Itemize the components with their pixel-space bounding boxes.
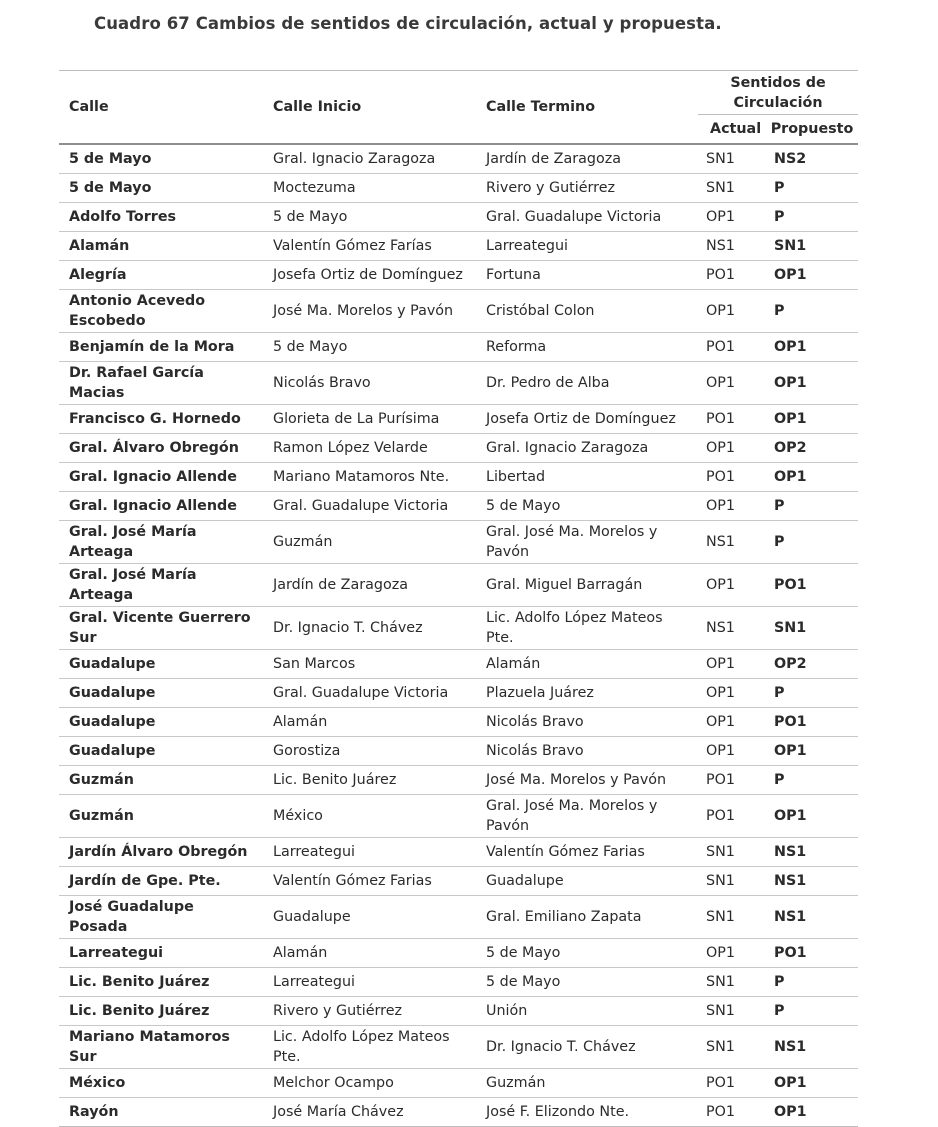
table-body — [59, 144, 858, 1127]
cell-propuesto: OP1 — [766, 405, 858, 434]
cell-propuesto: P — [766, 521, 858, 564]
header-calle-inicio: Calle Inicio — [263, 71, 476, 145]
cell-calle-termino: Gral. Ignacio Zaragoza — [476, 434, 698, 463]
cell-propuesto: NS1 — [766, 838, 858, 867]
cell-actual: OP1 — [698, 564, 766, 607]
cell-calle-inicio: Dr. Ignacio T. Chávez — [263, 607, 476, 650]
cell-propuesto: NS1 — [766, 896, 858, 939]
cell-calle-termino: 5 de Mayo — [476, 968, 698, 997]
cell-calle: Guadalupe — [59, 679, 263, 708]
cell-actual: OP1 — [698, 737, 766, 766]
cell-calle-inicio: Josefa Ortiz de Domínguez — [263, 261, 476, 290]
cell-propuesto: OP1 — [766, 362, 858, 405]
cell-calle-inicio: San Marcos — [263, 650, 476, 679]
cell-calle: Larreategui — [59, 939, 263, 968]
cell-calle-inicio: Guzmán — [263, 521, 476, 564]
cell-actual: OP1 — [698, 708, 766, 737]
cell-propuesto: OP1 — [766, 463, 858, 492]
cell-calle-inicio: Larreategui — [263, 968, 476, 997]
cell-calle: Guzmán — [59, 766, 263, 795]
header-propuesto: Propuesto — [766, 115, 858, 145]
table-row — [59, 174, 858, 203]
table-row — [59, 144, 858, 174]
cell-actual: NS1 — [698, 232, 766, 261]
table-row — [59, 564, 858, 607]
cell-calle: Mariano Matamoros Sur — [59, 1026, 263, 1069]
cell-calle: Lic. Benito Juárez — [59, 968, 263, 997]
cell-calle-termino: José Ma. Morelos y Pavón — [476, 766, 698, 795]
cell-calle: José Guadalupe Posada — [59, 896, 263, 939]
header-calle: Calle — [59, 71, 263, 145]
cell-propuesto: P — [766, 203, 858, 232]
cell-calle-termino: José F. Elizondo Nte. — [476, 1098, 698, 1127]
table-row — [59, 795, 858, 838]
cell-calle-inicio: Gral. Guadalupe Victoria — [263, 679, 476, 708]
table-row — [59, 997, 858, 1026]
cell-propuesto: NS1 — [766, 1026, 858, 1069]
cell-calle-inicio: Valentín Gómez Farias — [263, 867, 476, 896]
table-row — [59, 434, 858, 463]
cell-calle: Gral. Álvaro Obregón — [59, 434, 263, 463]
cell-calle-inicio: Lic. Benito Juárez — [263, 766, 476, 795]
cell-calle-inicio: Gral. Guadalupe Victoria — [263, 492, 476, 521]
cell-actual: PO1 — [698, 795, 766, 838]
header-sentidos: Sentidos de Circulación — [698, 71, 858, 115]
table-row — [59, 463, 858, 492]
cell-calle-inicio: Gorostiza — [263, 737, 476, 766]
cell-actual: SN1 — [698, 968, 766, 997]
cell-calle-inicio: Larreategui — [263, 838, 476, 867]
cell-actual: OP1 — [698, 203, 766, 232]
cell-propuesto: P — [766, 290, 858, 333]
cell-calle-inicio: Mariano Matamoros Nte. — [263, 463, 476, 492]
cell-propuesto: PO1 — [766, 708, 858, 737]
cell-calle: Rayón — [59, 1098, 263, 1127]
cell-propuesto: PO1 — [766, 564, 858, 607]
cell-calle: Guadalupe — [59, 708, 263, 737]
cell-actual: PO1 — [698, 405, 766, 434]
cell-actual: PO1 — [698, 261, 766, 290]
cell-calle-termino: Lic. Adolfo López Mateos Pte. — [476, 607, 698, 650]
cell-actual: OP1 — [698, 434, 766, 463]
cell-calle-inicio: Nicolás Bravo — [263, 362, 476, 405]
cell-calle-termino: Cristóbal Colon — [476, 290, 698, 333]
cell-actual: SN1 — [698, 1026, 766, 1069]
cell-propuesto: P — [766, 492, 858, 521]
cell-actual: SN1 — [698, 144, 766, 174]
cell-actual: SN1 — [698, 896, 766, 939]
cell-propuesto: OP1 — [766, 1069, 858, 1098]
cell-actual: SN1 — [698, 174, 766, 203]
cell-calle: Guzmán — [59, 795, 263, 838]
cell-propuesto: OP1 — [766, 1098, 858, 1127]
table-row — [59, 1069, 858, 1098]
cell-calle-termino: Dr. Pedro de Alba — [476, 362, 698, 405]
table-row — [59, 521, 858, 564]
header-actual: Actual — [698, 115, 766, 145]
cell-calle: Jardín Álvaro Obregón — [59, 838, 263, 867]
cell-actual: SN1 — [698, 867, 766, 896]
cell-calle: 5 de Mayo — [59, 144, 263, 174]
cell-calle: Guadalupe — [59, 737, 263, 766]
cell-calle-termino: Rivero y Gutiérrez — [476, 174, 698, 203]
table-row — [59, 679, 858, 708]
cell-calle: Adolfo Torres — [59, 203, 263, 232]
cell-calle-termino: Gral. José Ma. Morelos y Pavón — [476, 795, 698, 838]
cell-calle-termino: Larreategui — [476, 232, 698, 261]
cell-actual: OP1 — [698, 679, 766, 708]
cell-propuesto: NS1 — [766, 867, 858, 896]
cell-calle-termino: Unión — [476, 997, 698, 1026]
cell-calle: Jardín de Gpe. Pte. — [59, 867, 263, 896]
cell-calle: 5 de Mayo — [59, 174, 263, 203]
cell-propuesto: SN1 — [766, 607, 858, 650]
table-row — [59, 708, 858, 737]
table-row — [59, 607, 858, 650]
cell-calle-inicio: 5 de Mayo — [263, 333, 476, 362]
cell-calle-inicio: Valentín Gómez Farías — [263, 232, 476, 261]
cell-calle-termino: Gral. Miguel Barragán — [476, 564, 698, 607]
cell-calle-termino: Guadalupe — [476, 867, 698, 896]
table-row — [59, 492, 858, 521]
cell-calle-inicio: Melchor Ocampo — [263, 1069, 476, 1098]
cell-propuesto: OP1 — [766, 795, 858, 838]
cell-propuesto: NS2 — [766, 144, 858, 174]
cell-calle-termino: Gral. Emiliano Zapata — [476, 896, 698, 939]
table-row — [59, 1098, 858, 1127]
cell-actual: OP1 — [698, 290, 766, 333]
cell-calle-inicio: 5 de Mayo — [263, 203, 476, 232]
cell-propuesto: SN1 — [766, 232, 858, 261]
table-row — [59, 261, 858, 290]
cell-calle-termino: Valentín Gómez Farias — [476, 838, 698, 867]
cell-calle-inicio: Ramon López Velarde — [263, 434, 476, 463]
cell-calle-inicio: Lic. Adolfo López Mateos Pte. — [263, 1026, 476, 1069]
cell-actual: OP1 — [698, 650, 766, 679]
cell-propuesto: P — [766, 679, 858, 708]
cell-actual: PO1 — [698, 463, 766, 492]
cell-propuesto: OP2 — [766, 650, 858, 679]
cell-actual: PO1 — [698, 333, 766, 362]
cell-calle: Gral. Ignacio Allende — [59, 463, 263, 492]
cell-propuesto: P — [766, 997, 858, 1026]
cell-calle-termino: Alamán — [476, 650, 698, 679]
cell-calle: Gral. Vicente Guerrero Sur — [59, 607, 263, 650]
table-row — [59, 766, 858, 795]
cell-propuesto: OP1 — [766, 261, 858, 290]
cell-calle: Benjamín de la Mora — [59, 333, 263, 362]
cell-calle: Alegría — [59, 261, 263, 290]
table-row — [59, 896, 858, 939]
cell-calle-inicio: José María Chávez — [263, 1098, 476, 1127]
cell-calle-termino: Fortuna — [476, 261, 698, 290]
cell-propuesto: P — [766, 968, 858, 997]
table-row — [59, 290, 858, 333]
table-row — [59, 867, 858, 896]
cell-calle: Gral. Ignacio Allende — [59, 492, 263, 521]
cell-calle: Alamán — [59, 232, 263, 261]
cell-calle-termino: Gral. Guadalupe Victoria — [476, 203, 698, 232]
cell-propuesto: P — [766, 766, 858, 795]
cell-calle-termino: Dr. Ignacio T. Chávez — [476, 1026, 698, 1069]
cell-calle-inicio: Alamán — [263, 939, 476, 968]
cell-propuesto: OP2 — [766, 434, 858, 463]
cell-calle: Gral. José María Arteaga — [59, 564, 263, 607]
cell-calle-termino: Nicolás Bravo — [476, 737, 698, 766]
cell-actual: PO1 — [698, 1098, 766, 1127]
table-row — [59, 203, 858, 232]
cell-calle: Antonio Acevedo Escobedo — [59, 290, 263, 333]
cell-actual: OP1 — [698, 939, 766, 968]
cell-calle-inicio: Alamán — [263, 708, 476, 737]
cell-actual: NS1 — [698, 607, 766, 650]
cell-calle-termino: Gral. José Ma. Morelos y Pavón — [476, 521, 698, 564]
table-row — [59, 405, 858, 434]
cell-calle-inicio: Guadalupe — [263, 896, 476, 939]
table-row — [59, 362, 858, 405]
cell-propuesto: P — [766, 174, 858, 203]
cell-calle-inicio: Gral. Ignacio Zaragoza — [263, 144, 476, 174]
cell-calle: Gral. José María Arteaga — [59, 521, 263, 564]
cell-actual: OP1 — [698, 362, 766, 405]
cell-actual: SN1 — [698, 997, 766, 1026]
cell-propuesto: OP1 — [766, 737, 858, 766]
cell-propuesto: OP1 — [766, 333, 858, 362]
table-row — [59, 1026, 858, 1069]
cell-calle-inicio: Jardín de Zaragoza — [263, 564, 476, 607]
cell-calle-termino: Josefa Ortiz de Domínguez — [476, 405, 698, 434]
table-row — [59, 650, 858, 679]
cell-actual: OP1 — [698, 492, 766, 521]
cell-calle-termino: 5 de Mayo — [476, 492, 698, 521]
cell-calle-inicio: Moctezuma — [263, 174, 476, 203]
cell-calle-inicio: Rivero y Gutiérrez — [263, 997, 476, 1026]
cell-calle-termino: Libertad — [476, 463, 698, 492]
circulation-table — [59, 70, 858, 1127]
cell-calle-termino: Nicolás Bravo — [476, 708, 698, 737]
cell-calle: Dr. Rafael García Macias — [59, 362, 263, 405]
cell-calle-termino: Plazuela Juárez — [476, 679, 698, 708]
table-row — [59, 737, 858, 766]
table-row — [59, 232, 858, 261]
cell-actual: NS1 — [698, 521, 766, 564]
cell-actual: PO1 — [698, 1069, 766, 1098]
cell-calle-inicio: Glorieta de La Purísima — [263, 405, 476, 434]
cell-calle-inicio: José Ma. Morelos y Pavón — [263, 290, 476, 333]
cell-calle-termino: Guzmán — [476, 1069, 698, 1098]
cell-actual: SN1 — [698, 838, 766, 867]
table-row — [59, 968, 858, 997]
table-row — [59, 333, 858, 362]
table-caption: Cuadro 67 Cambios de sentidos de circulación, actual y propuesta. — [94, 14, 722, 33]
cell-calle-termino: Reforma — [476, 333, 698, 362]
cell-calle-termino: Jardín de Zaragoza — [476, 144, 698, 174]
cell-calle: México — [59, 1069, 263, 1098]
header-calle-termino: Calle Termino — [476, 71, 698, 145]
cell-calle: Francisco G. Hornedo — [59, 405, 263, 434]
table-row — [59, 838, 858, 867]
cell-calle: Guadalupe — [59, 650, 263, 679]
table-header — [59, 71, 858, 145]
cell-actual: PO1 — [698, 766, 766, 795]
cell-propuesto: PO1 — [766, 939, 858, 968]
table-row — [59, 939, 858, 968]
cell-calle-inicio: México — [263, 795, 476, 838]
cell-calle: Lic. Benito Juárez — [59, 997, 263, 1026]
cell-calle-termino: 5 de Mayo — [476, 939, 698, 968]
